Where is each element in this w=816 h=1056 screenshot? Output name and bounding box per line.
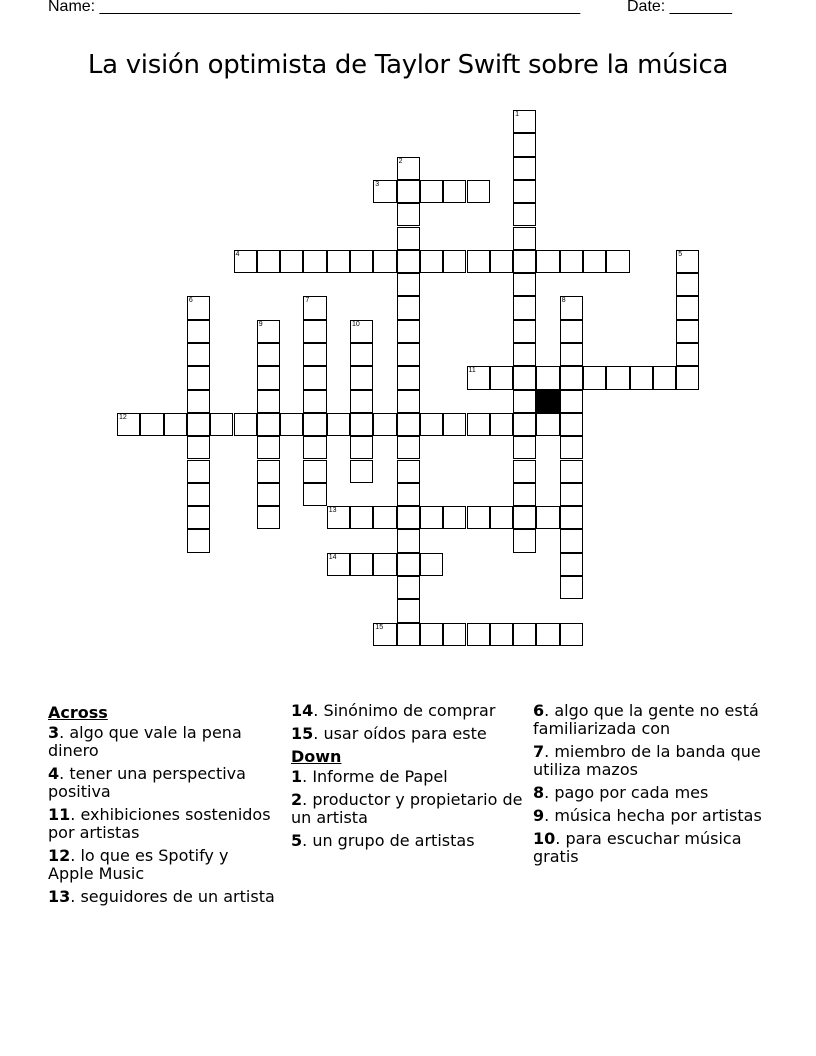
crossword-cell[interactable] bbox=[257, 506, 280, 529]
crossword-cell[interactable] bbox=[560, 483, 583, 506]
clue-number: 2 bbox=[291, 790, 303, 809]
crossword-cell[interactable] bbox=[560, 366, 583, 389]
clue-number: 4 bbox=[48, 764, 60, 783]
crossword-cell[interactable] bbox=[350, 250, 373, 273]
cell-number: 12 bbox=[119, 413, 127, 421]
clue-text: pago por cada mes bbox=[554, 783, 709, 802]
crossword-cell[interactable] bbox=[350, 460, 373, 483]
clue-text: Informe de Papel bbox=[312, 767, 448, 786]
crossword-cell[interactable] bbox=[187, 460, 210, 483]
cell-number: 3 bbox=[375, 180, 380, 188]
cell-number: 8 bbox=[561, 297, 566, 305]
crossword-cell[interactable] bbox=[513, 506, 536, 529]
crossword-cell[interactable] bbox=[397, 250, 420, 273]
crossword-cell[interactable] bbox=[187, 320, 210, 343]
clue-text: para escuchar música gratis bbox=[533, 829, 742, 866]
crossword-cell[interactable] bbox=[536, 506, 559, 529]
crossword-cell[interactable] bbox=[373, 413, 396, 436]
clue-down-6: 6. algo que la gente no está familiarizada con bbox=[533, 701, 759, 738]
crossword-cell[interactable] bbox=[420, 180, 443, 203]
crossword-cell[interactable] bbox=[513, 110, 536, 133]
crossword-cell[interactable] bbox=[676, 366, 699, 389]
down-heading: Down bbox=[291, 747, 342, 766]
cell-number: 4 bbox=[235, 250, 240, 258]
crossword-cell[interactable] bbox=[513, 483, 536, 506]
crossword-cell[interactable] bbox=[397, 553, 420, 576]
crossword-cell[interactable] bbox=[187, 506, 210, 529]
crossword-cell[interactable] bbox=[513, 343, 536, 366]
cell-number: 13 bbox=[328, 507, 337, 515]
clue-number: 10 bbox=[533, 829, 556, 848]
crossword-cell[interactable] bbox=[560, 320, 583, 343]
cell-number: 15 bbox=[375, 623, 384, 631]
crossword-cell[interactable] bbox=[397, 483, 420, 506]
crossword-cell[interactable] bbox=[187, 296, 210, 319]
clues-column-1 bbox=[48, 702, 278, 911]
clue-text: un grupo de artistas bbox=[312, 831, 475, 850]
crossword-cell[interactable] bbox=[397, 576, 420, 599]
clue-down-8: 8. pago por cada mes bbox=[533, 783, 709, 802]
clue-text: exhibiciones sostenidos por artistas bbox=[48, 805, 271, 842]
cell-number: 7 bbox=[305, 297, 310, 305]
crossword-cell[interactable] bbox=[117, 413, 140, 436]
crossword-cell[interactable] bbox=[490, 250, 513, 273]
crossword-cell[interactable] bbox=[676, 250, 699, 273]
crossword-cell[interactable] bbox=[420, 623, 443, 646]
cell-number: 1 bbox=[515, 111, 519, 118]
clue-across-14: 14. Sinónimo de comprar bbox=[291, 701, 496, 720]
crossword-cell[interactable] bbox=[187, 413, 210, 436]
crossword-cell[interactable] bbox=[467, 180, 490, 203]
crossword-cell[interactable] bbox=[257, 343, 280, 366]
crossword-cell[interactable] bbox=[397, 227, 420, 250]
crossword-cell[interactable] bbox=[490, 413, 513, 436]
crossword-cell[interactable] bbox=[397, 343, 420, 366]
crossword-cell[interactable] bbox=[513, 623, 536, 646]
crossword-cell[interactable] bbox=[560, 390, 583, 413]
crossword-cell[interactable] bbox=[513, 203, 536, 226]
crossword-cell[interactable] bbox=[397, 157, 420, 180]
crossword-cell[interactable] bbox=[443, 180, 466, 203]
crossword-cell[interactable] bbox=[560, 436, 583, 459]
clue-text: miembro de la banda que utiliza mazos bbox=[533, 742, 761, 779]
crossword-cell[interactable] bbox=[536, 250, 559, 273]
crossword-cell[interactable] bbox=[373, 506, 396, 529]
crossword-cell[interactable] bbox=[210, 413, 233, 436]
crossword-cell[interactable] bbox=[280, 413, 303, 436]
crossword-cell[interactable] bbox=[257, 460, 280, 483]
crossword-cell[interactable] bbox=[397, 390, 420, 413]
crossword-cell[interactable] bbox=[373, 250, 396, 273]
clue-text: tener una perspectiva positiva bbox=[48, 764, 246, 801]
cell-number: 6 bbox=[188, 297, 193, 305]
clues-column-3 bbox=[533, 702, 763, 871]
crossword-cell[interactable] bbox=[560, 623, 583, 646]
crossword-cell[interactable] bbox=[513, 320, 536, 343]
clues-column-2 bbox=[291, 702, 526, 855]
clue-text: lo que es Spotify y Apple Music bbox=[48, 846, 229, 883]
black-cell bbox=[536, 390, 559, 413]
clue-text: algo que la gente no está familiarizada con bbox=[533, 701, 759, 738]
crossword-cell[interactable] bbox=[303, 390, 326, 413]
crossword-cell[interactable] bbox=[513, 366, 536, 389]
crossword-cell[interactable] bbox=[397, 320, 420, 343]
crossword-cell[interactable] bbox=[443, 413, 466, 436]
crossword-cell[interactable] bbox=[513, 227, 536, 250]
clue-across-3: 3. algo que vale la pena dinero bbox=[48, 723, 242, 760]
clue-down-10: 10. para escuchar música gratis bbox=[533, 829, 742, 866]
crossword-cell[interactable] bbox=[187, 436, 210, 459]
clue-text: Sinónimo de comprar bbox=[323, 701, 496, 720]
crossword-cell[interactable] bbox=[350, 436, 373, 459]
crossword-cell[interactable] bbox=[397, 273, 420, 296]
crossword-cell[interactable] bbox=[513, 133, 536, 156]
crossword-cell[interactable] bbox=[513, 296, 536, 319]
cell-number: 5 bbox=[678, 250, 683, 258]
crossword-cell[interactable] bbox=[397, 203, 420, 226]
crossword-cell[interactable] bbox=[303, 483, 326, 506]
crossword-cell[interactable] bbox=[350, 553, 373, 576]
cell-number: 2 bbox=[398, 157, 403, 165]
crossword-cell[interactable] bbox=[560, 296, 583, 319]
crossword-cell[interactable] bbox=[397, 180, 420, 203]
crossword-cell[interactable] bbox=[536, 366, 559, 389]
crossword-cell[interactable] bbox=[560, 250, 583, 273]
clue-number: 5 bbox=[291, 831, 303, 850]
crossword-cell[interactable] bbox=[303, 436, 326, 459]
crossword-cell[interactable] bbox=[257, 366, 280, 389]
clue-across-13: 13. seguidores de un artista bbox=[48, 887, 275, 906]
name-field-label: Name: ______________________________________________________ bbox=[48, 0, 581, 15]
date-field-label: Date: _______ bbox=[627, 0, 732, 15]
crossword-cell[interactable] bbox=[420, 250, 443, 273]
crossword-cell[interactable] bbox=[513, 390, 536, 413]
crossword-cell[interactable] bbox=[467, 506, 490, 529]
crossword-cell[interactable] bbox=[350, 343, 373, 366]
crossword-cell[interactable] bbox=[583, 250, 606, 273]
clue-number: 13 bbox=[48, 887, 71, 906]
crossword-cell[interactable] bbox=[373, 623, 396, 646]
clue-down-7: 7. miembro de la banda que utiliza mazos bbox=[533, 742, 761, 779]
clue-text: seguidores de un artista bbox=[80, 887, 275, 906]
crossword-cell[interactable] bbox=[513, 529, 536, 552]
clue-across-11: 11. exhibiciones sostenidos por artistas bbox=[48, 805, 271, 842]
clue-down-1: 1. Informe de Papel bbox=[291, 767, 448, 786]
crossword-cell[interactable] bbox=[303, 320, 326, 343]
crossword-cell[interactable] bbox=[257, 390, 280, 413]
crossword-cell[interactable] bbox=[420, 553, 443, 576]
crossword-cell[interactable] bbox=[513, 250, 536, 273]
crossword-cell[interactable] bbox=[303, 296, 326, 319]
clue-number: 1 bbox=[291, 767, 303, 786]
clue-number: 6 bbox=[533, 701, 545, 720]
crossword-cell[interactable] bbox=[653, 366, 676, 389]
crossword-cell[interactable] bbox=[420, 506, 443, 529]
crossword-cell[interactable] bbox=[513, 273, 536, 296]
crossword-cell[interactable] bbox=[397, 413, 420, 436]
crossword-cell[interactable] bbox=[350, 366, 373, 389]
crossword-cell[interactable] bbox=[187, 390, 210, 413]
clue-down-5: 5. un grupo de artistas bbox=[291, 831, 475, 850]
crossword-cell[interactable] bbox=[327, 250, 350, 273]
crossword-cell[interactable] bbox=[140, 413, 163, 436]
crossword-cell[interactable] bbox=[676, 296, 699, 319]
crossword-cell[interactable] bbox=[513, 460, 536, 483]
crossword-cell[interactable] bbox=[303, 250, 326, 273]
crossword-cell[interactable] bbox=[420, 413, 443, 436]
crossword-cell[interactable] bbox=[280, 250, 303, 273]
crossword-cell[interactable] bbox=[630, 366, 653, 389]
crossword-cell[interactable] bbox=[257, 250, 280, 273]
page-title: La visión optimista de Taylor Swift sobre la música bbox=[87, 50, 729, 80]
crossword-cell[interactable] bbox=[397, 623, 420, 646]
crossword-cell[interactable] bbox=[513, 157, 536, 180]
crossword-cell[interactable] bbox=[257, 483, 280, 506]
crossword-cell[interactable] bbox=[397, 366, 420, 389]
crossword-cell[interactable] bbox=[490, 623, 513, 646]
crossword-cell[interactable] bbox=[443, 623, 466, 646]
crossword-cell[interactable] bbox=[303, 460, 326, 483]
crossword-cell[interactable] bbox=[467, 413, 490, 436]
clue-across-12: 12. lo que es Spotify y Apple Music bbox=[48, 846, 229, 883]
crossword-cell[interactable] bbox=[560, 506, 583, 529]
crossword-cell[interactable] bbox=[560, 460, 583, 483]
crossword-cell[interactable] bbox=[676, 320, 699, 343]
crossword-cell[interactable] bbox=[327, 506, 350, 529]
crossword-cell[interactable] bbox=[397, 506, 420, 529]
crossword-cell[interactable] bbox=[187, 366, 210, 389]
clue-across-15: 15. usar oídos para este bbox=[291, 724, 487, 743]
crossword-cell[interactable] bbox=[676, 343, 699, 366]
crossword-cell[interactable] bbox=[397, 460, 420, 483]
crossword-cell[interactable] bbox=[257, 436, 280, 459]
clue-text: productor y propietario de un artista bbox=[291, 790, 523, 827]
crossword-cell[interactable] bbox=[187, 483, 210, 506]
cell-number: 14 bbox=[328, 553, 337, 561]
crossword-cell[interactable] bbox=[303, 343, 326, 366]
crossword-cell[interactable] bbox=[397, 296, 420, 319]
crossword-cell[interactable] bbox=[327, 553, 350, 576]
cell-number: 11 bbox=[468, 367, 476, 375]
crossword-cell[interactable] bbox=[490, 506, 513, 529]
crossword-cell[interactable] bbox=[606, 250, 629, 273]
clue-down-2: 2. productor y propietario de un artista bbox=[291, 790, 523, 827]
crossword-cell[interactable] bbox=[560, 576, 583, 599]
clue-text: música hecha por artistas bbox=[554, 806, 762, 825]
crossword-cell[interactable] bbox=[397, 436, 420, 459]
crossword-cell[interactable] bbox=[513, 436, 536, 459]
clue-text: usar oídos para este bbox=[323, 724, 487, 743]
clue-number: 9 bbox=[533, 806, 545, 825]
crossword-cell[interactable] bbox=[536, 623, 559, 646]
crossword-cell[interactable] bbox=[560, 529, 583, 552]
clue-number: 15 bbox=[291, 724, 314, 743]
clue-number: 14 bbox=[291, 701, 314, 720]
crossword-cell[interactable] bbox=[303, 366, 326, 389]
clue-number: 7 bbox=[533, 742, 545, 761]
crossword-cell[interactable] bbox=[234, 413, 257, 436]
crossword-cell[interactable] bbox=[397, 529, 420, 552]
crossword-cell[interactable] bbox=[234, 250, 257, 273]
crossword-cell[interactable] bbox=[373, 553, 396, 576]
crossword-cell[interactable] bbox=[583, 366, 606, 389]
crossword-cell[interactable] bbox=[303, 413, 326, 436]
clue-down-9: 9. música hecha por artistas bbox=[533, 806, 762, 825]
crossword-cell[interactable] bbox=[560, 343, 583, 366]
crossword-cell[interactable] bbox=[467, 366, 490, 389]
crossword-cell[interactable] bbox=[350, 390, 373, 413]
crossword-cell[interactable] bbox=[443, 250, 466, 273]
cell-number: 10 bbox=[352, 320, 360, 328]
crossword-cell[interactable] bbox=[397, 599, 420, 622]
crossword-cell[interactable] bbox=[467, 250, 490, 273]
crossword-cell[interactable] bbox=[187, 343, 210, 366]
clue-number: 3 bbox=[48, 723, 60, 742]
clue-across-4: 4. tener una perspectiva positiva bbox=[48, 764, 246, 801]
crossword-cell[interactable] bbox=[350, 413, 373, 436]
crossword-cell[interactable] bbox=[443, 506, 466, 529]
crossword-cell[interactable] bbox=[187, 529, 210, 552]
crossword-cell[interactable] bbox=[350, 506, 373, 529]
crossword-cell[interactable] bbox=[513, 413, 536, 436]
crossword-cell[interactable] bbox=[536, 413, 559, 436]
crossword-cell[interactable] bbox=[327, 413, 350, 436]
crossword-cell[interactable] bbox=[257, 320, 280, 343]
crossword-cell[interactable] bbox=[560, 553, 583, 576]
clue-number: 12 bbox=[48, 846, 71, 865]
crossword-cell[interactable] bbox=[467, 623, 490, 646]
crossword-cell[interactable] bbox=[490, 366, 513, 389]
cell-number: 9 bbox=[258, 320, 263, 328]
crossword-cell[interactable] bbox=[606, 366, 629, 389]
clue-number: 8 bbox=[533, 783, 545, 802]
across-heading: Across bbox=[48, 703, 108, 722]
crossword-cell[interactable] bbox=[560, 413, 583, 436]
crossword-cell[interactable] bbox=[676, 273, 699, 296]
clue-text: algo que vale la pena dinero bbox=[48, 723, 242, 760]
crossword-cell[interactable] bbox=[373, 180, 396, 203]
crossword-cell[interactable] bbox=[513, 180, 536, 203]
clue-number: 11 bbox=[48, 805, 71, 824]
crossword-cell[interactable] bbox=[257, 413, 280, 436]
crossword-cell[interactable] bbox=[164, 413, 187, 436]
crossword-cell[interactable] bbox=[350, 320, 373, 343]
